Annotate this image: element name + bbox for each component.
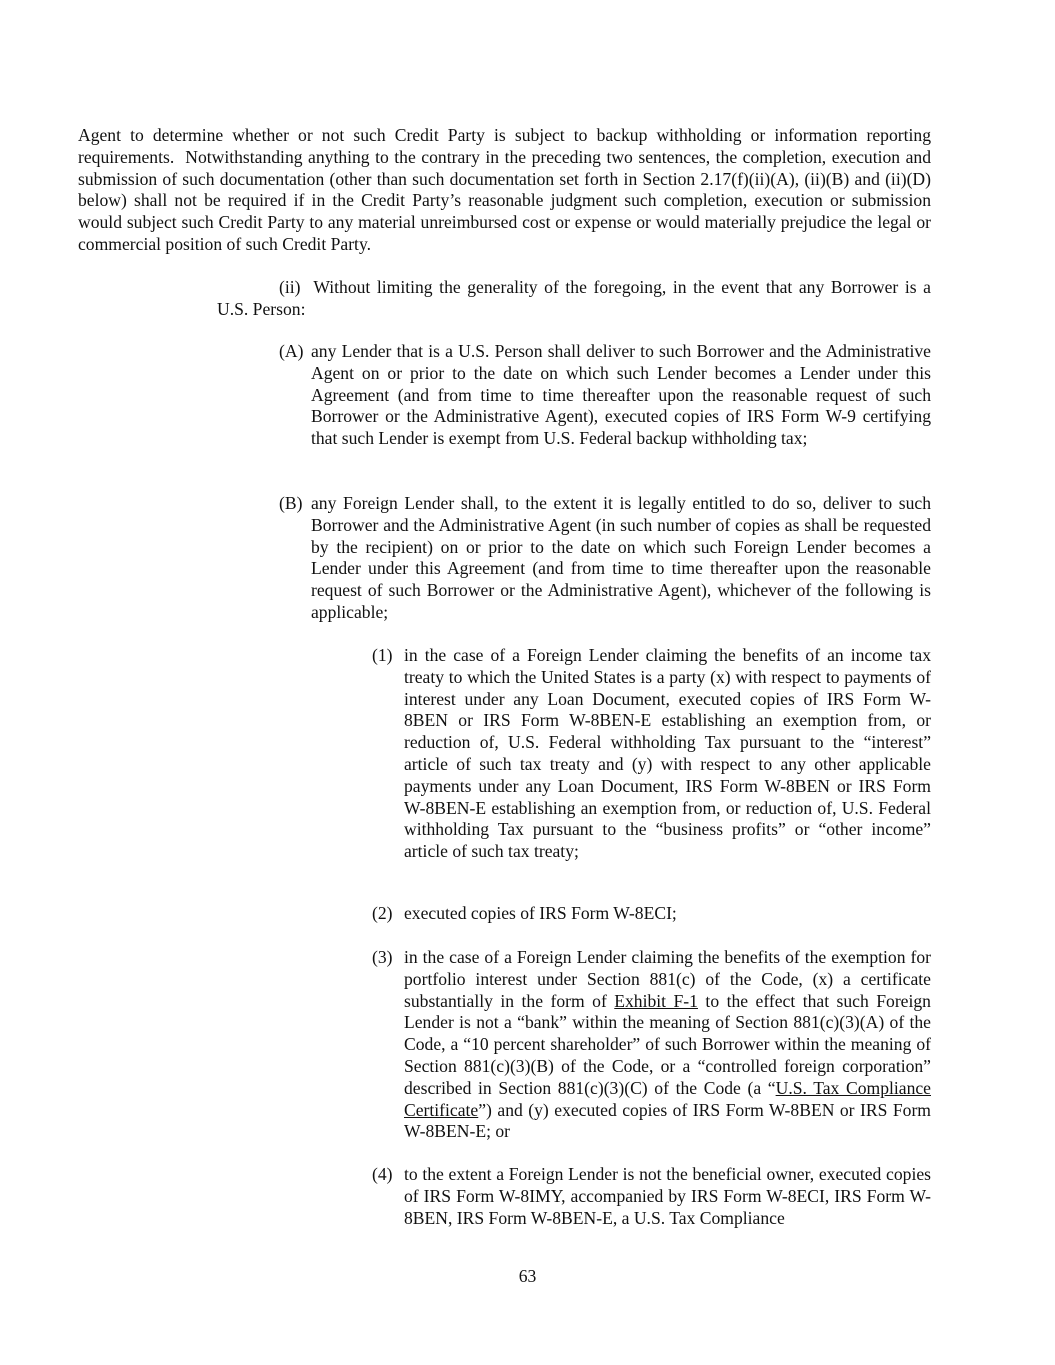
subclause-4-text: to the extent a Foreign Lender is not the beneficial owner, executed copies of IRS Form W-8IMY, accompanied by IRS Form W-8ECI, IRS Form W-8BEN, IRS Form W-8BEN-E, a U.S. Tax Compliance bbox=[404, 1164, 931, 1228]
exhibit-f1-link[interactable]: Exhibit F-1 bbox=[614, 990, 698, 1011]
subclause-3-text-a: in the case of a Foreign Lender claiming the benefits of the exemption for portfolio interest under Section 881(c) of the Code, (x) a certificate substantially in the form of bbox=[404, 947, 931, 1011]
clause-A bbox=[279, 341, 931, 450]
subclause-3 bbox=[372, 947, 931, 1143]
clause-A-number: (A) bbox=[279, 341, 304, 361]
intro-paragraph: Agent to determine whether or not such Credit Party is subject to backup withholding or information reporting requirements. Notwithstanding anything to the contrary in the preceding two sentences, the completion, execution and submission of such documentation (other than such documentation set forth in Section 2.17(f)(ii)(A), (ii)(B) and (ii)(D) below) shall not be required if in the Credit Party’s reasonable judgment such completion, execution or submission would subject such Credit Party to any material unreimbursed cost or expense or would materially prejudice the legal or commercial position of such Credit Party. bbox=[78, 125, 931, 254]
page-number: 63 bbox=[518, 1266, 537, 1286]
clause-B-text: any Foreign Lender shall, to the extent it is legally entitled to do so, deliver to such Borrower and the Administrative Agent (in such number of copies as shall be requested by the recipient) on or prior to the date on which such Foreign Lender becomes a Lender under this Agreement (and from time to time thereafter upon the reasonable request of such Borrower or the Administrative Agent), whichever of the following is applicable; bbox=[311, 493, 931, 622]
subclause-3-number: (3) bbox=[372, 947, 393, 967]
subclause-1 bbox=[372, 645, 931, 863]
subclause-2-text: executed copies of IRS Form W-8ECI; bbox=[404, 903, 677, 923]
subclause-4-number: (4) bbox=[372, 1164, 393, 1184]
subclause-3-text-b: to the effect that such Foreign Lender is not a “bank” within the meaning of Section 881(c)(3)(A) of the Code, a “10 percent shareholder” of such Borrower within the meaning of Section 881(c)(3)(B) of the Code, or a “controlled foreign corporation” described in Section 881(c)(3)(C) of the Code (a “ bbox=[404, 990, 931, 1098]
tax-compliance-certificate-term: U.S. Tax Compliance Certificate bbox=[404, 1077, 931, 1120]
clause-ii-paragraph: (ii) Without limiting the generality of the foregoing, in the event that any Borrower is a U.S. Person: bbox=[217, 277, 931, 319]
subclause-2 bbox=[372, 903, 931, 925]
subclause-4 bbox=[372, 1164, 931, 1229]
subclause-2-number: (2) bbox=[372, 903, 393, 923]
clause-B-number: (B) bbox=[279, 493, 303, 513]
subclause-1-text: in the case of a Foreign Lender claiming the benefits of an income tax treaty to which the United States is a party (x) with respect to payments of interest under any Loan Document, executed copies of IRS Form W-8BEN or IRS Form W-8BEN-E establishing an exemption from, or reduction of, U.S. Federal withholding Tax pursuant to the “interest” article of such tax treaty and (y) with respect to any other applicable payments under any Loan Document, IRS Form W-8BEN or IRS Form W-8BEN-E establishing an exemption from, or reduction of, U.S. Federal withholding Tax pursuant to the “business profits” or “other income” article of such tax treaty; bbox=[404, 645, 931, 862]
subclause-1-number: (1) bbox=[372, 645, 393, 665]
clause-B bbox=[279, 493, 931, 624]
clause-A-text: any Lender that is a U.S. Person shall deliver to such Borrower and the Administrative Agent on or prior to the date on which such Lender becomes a Lender under this Agreement (and from time to time thereafter upon the reasonable request of such Borrower or the Administrative Agent), executed copies of IRS Form W-9 certifying that such Lender is exempt from U.S. Federal backup withholding tax; bbox=[311, 341, 931, 449]
subclause-3-text bbox=[404, 947, 931, 1143]
subclause-3-text-c: ”) and (y) executed copies of IRS Form W-8BEN or IRS Form W-8BEN-E; or bbox=[404, 1099, 931, 1142]
